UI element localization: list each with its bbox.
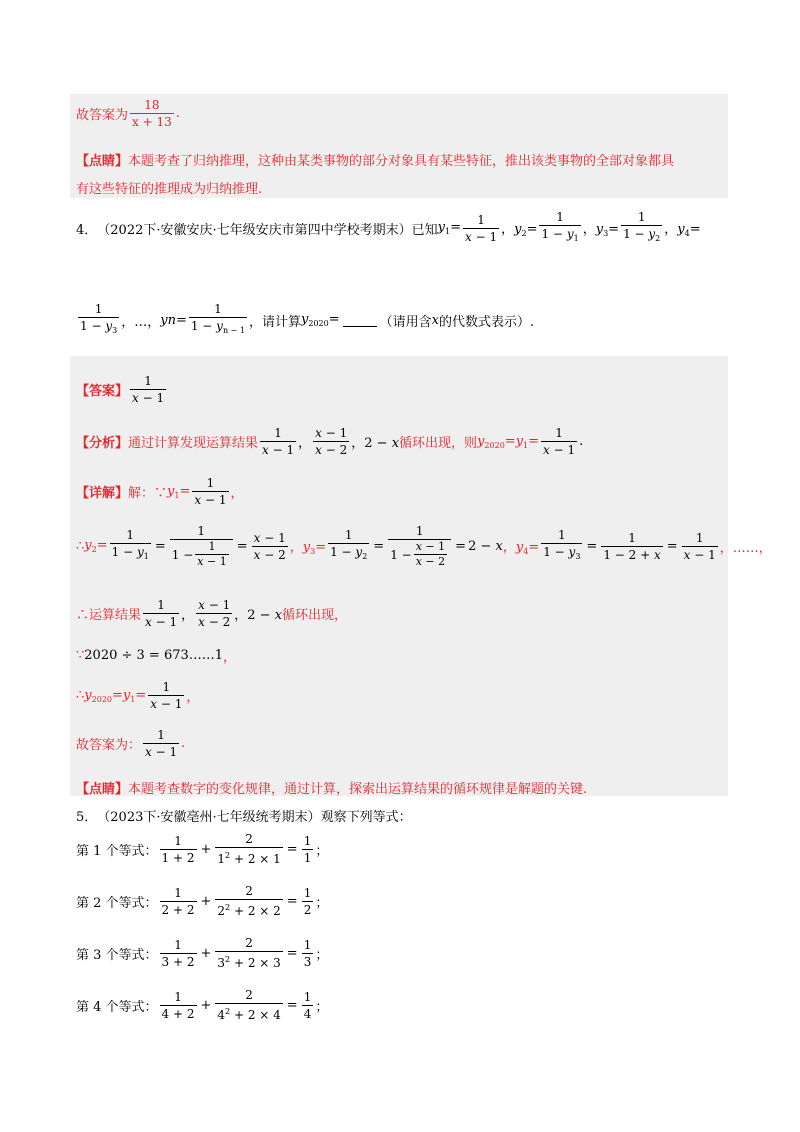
q4-result: ∴运算结果 $\frac{1}{x - 1}$ ， $\frac{x - 1}{x - 2}$ ，2 − x 循环出现， (76, 598, 348, 629)
q4-stem-line2: $\frac{1}{1 - y_3}$ ，…， yn= $\frac{1}{1 - y_{n - 1}}$ ，请计算 $y_{2020}=$ （请用含 x 的代数式表示）. (76, 302, 534, 338)
q4-chain: ∴ $y_2=$ $\frac{1}{1 - y_1}$ = 1 1 − $\frac{1}{x - 1}$ = $\frac{x - 1}{x - 2}$ ，$y_3=$ $\frac{1}{1 - y_2}$ = 1 1 − $\frac{x - 1}{x - 2}$ = 2 − x ，$y_4=$ $\frac{1}{1 - y_3}$ = $\frac{1}{1 - 2 + x}$ = $\frac{1}{x - 1}$ ，……， (76, 524, 772, 568)
equation-label: 第 2 个等式： (76, 895, 158, 911)
q3-answer-line: 故答案为 $\frac{18}{x + 13}$ . (76, 98, 180, 129)
q3-comment-line2: 有这些特征的推理成为归纳推理. (76, 182, 263, 197)
q3-comment-line1: 【点睛】 本题考查了归纳推理，这种由某类事物的部分对象具有某些特征，推出该类事物的全部对象都具 (76, 154, 675, 169)
q4-detail: 【详解】 解：∵ $y_1=$ $\frac{1}{x - 1}$ ， (76, 476, 244, 507)
row-end: ； (315, 843, 329, 859)
row-end: ； (315, 947, 329, 963)
row-end: ； (315, 999, 329, 1015)
q5-stem: 5． （2023下·安徽亳州·七年级统考期末）观察下列等式： (76, 810, 412, 825)
q4-comment: 【点睛】 本题考查数字的变化规律，通过计算，探索出运算结果的循环规律是解题的关键. (76, 782, 588, 797)
q4-final-answer: 故答案为： $\frac{1}{x - 1}$ . (76, 728, 186, 759)
q5-equation-row: 第 1 个等式： $\frac{1}{1 + 2}$ + $\frac{2}{1^2 + 2 \times 1}$ = $\frac{1}{1}$ ； (76, 832, 329, 866)
row-end: ； (315, 895, 329, 911)
fraction: $\frac{18}{x + 13}$ (132, 98, 172, 129)
q5-equation-row: 第 3 个等式： $\frac{1}{3 + 2}$ + $\frac{2}{3^2 + 2 \times 3}$ = $\frac{1}{3}$ ； (76, 936, 329, 970)
answer-blank (343, 314, 377, 327)
q5-equation-row: 第 2 个等式： $\frac{1}{2 + 2}$ + $\frac{2}{2^2 + 2 \times 2}$ = $\frac{1}{2}$ ； (76, 884, 329, 918)
q4-stem-line1: 4． （2022下·安徽安庆·七年级安庆市第四中学校考期末）已知 $y_1=$ $\frac{1}{x - 1}$ ，$y_2=$ $\frac{1}{1 - y_1}$ ，$y_3=$ $\frac{1}{1 - y_2}$ ，$y_4=$ (76, 210, 701, 246)
equation-label: 第 4 个等式： (76, 999, 158, 1015)
q5-equation-row: 第 4 个等式： $\frac{1}{4 + 2}$ + $\frac{2}{4^2 + 2 \times 4}$ = $\frac{1}{4}$ ； (76, 988, 329, 1022)
q4-conclusion: ∴ $y_{2020}=y_1=$ $\frac{1}{x - 1}$ ， (76, 680, 200, 711)
equation-label: 第 3 个等式： (76, 947, 158, 963)
q4-analysis: 【分析】 通过计算发现运算结果 $\frac{1}{x - 1}$ ， $\frac{x - 1}{x - 2}$ ，2 − x 循环出现，则 $y_{2020}=y_1=$ $\frac{1}{x - 1}$ . (76, 426, 584, 457)
q4-division: ∵ 2020 ÷ 3 = 673……1 ， (76, 648, 237, 665)
q4-answer: 【答案】 $\frac{1}{x - 1}$ (76, 374, 165, 405)
equation-label: 第 1 个等式： (76, 843, 158, 859)
